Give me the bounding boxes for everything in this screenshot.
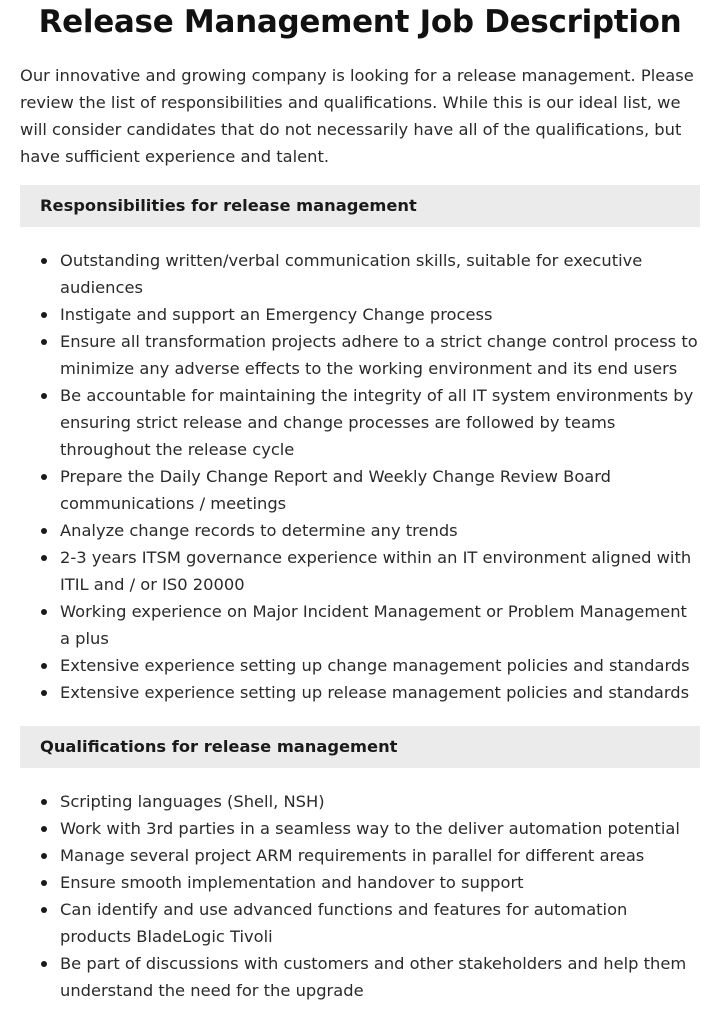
list-item: Extensive experience setting up release management policies and standards [20,679,700,706]
list-item: Prepare the Daily Change Report and Weekly Change Review Board communications / meetings [20,463,700,517]
list-item: Work with 3rd parties in a seamless way to the deliver automation potential [20,815,700,842]
list-item: Be accountable for maintaining the integrity of all IT system environments by ensuring strict release and change processes are followed by teams throughout the release cycle [20,382,700,463]
list-item: Instigate and support an Emergency Change process [20,301,700,328]
responsibilities-list [20,247,700,706]
list-item: Can identify and use advanced functions and features for automation products BladeLogic Tivoli [20,896,700,950]
list-item: Outstanding written/verbal communication skills, suitable for executive audiences [20,247,700,301]
list-item: Working experience on Major Incident Management or Problem Management a plus [20,598,700,652]
list-item: Manage several project ARM requirements in parallel for different areas [20,842,700,869]
list-item: Extensive experience setting up change management policies and standards [20,652,700,679]
list-item: Be part of discussions with customers and other stakeholders and help them understand the need for the upgrade [20,950,700,1004]
list-item: Ensure smooth implementation and handover to support [20,869,700,896]
responsibilities-heading: Responsibilities for release management [20,185,700,227]
list-item: Scripting languages (Shell, NSH) [20,788,700,815]
intro-paragraph: Our innovative and growing company is looking for a release management. Please review the list of responsibilities and qualifications. While this is our ideal list, we will consider candidates that do not necessarily have all of the qualifications, but have sufficient experience and talent. [20,66,694,166]
list-item: Analyze change records to determine any trends [20,517,700,544]
qualifications-list [20,788,700,1004]
page-title: Release Management Job Description [38,4,682,40]
list-item: 2-3 years ITSM governance experience within an IT environment aligned with ITIL and / or IS0 20000 [20,544,700,598]
qualifications-heading: Qualifications for release management [20,726,700,768]
list-item: Ensure all transformation projects adhere to a strict change control process to minimize any adverse effects to the working environment and its end users [20,328,700,382]
